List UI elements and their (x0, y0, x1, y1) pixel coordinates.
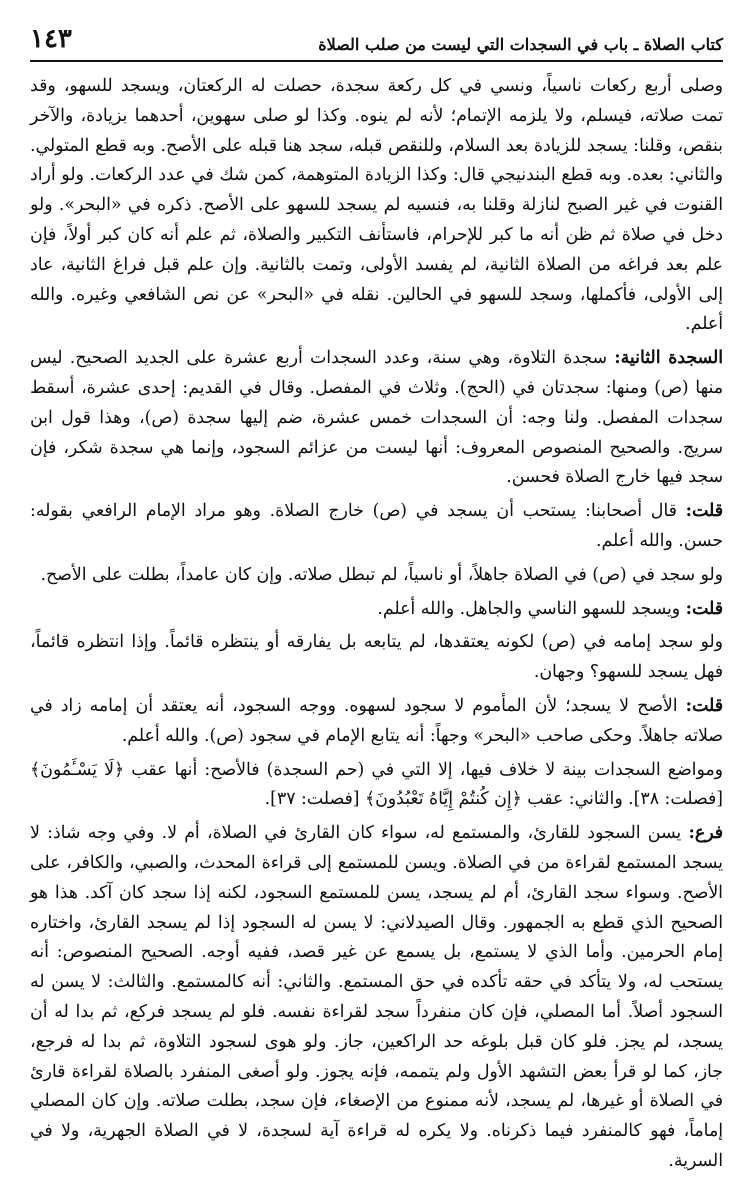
paragraph-6 (30, 628, 723, 688)
body-text (30, 72, 723, 1177)
paragraph-2 (30, 344, 723, 493)
page-number: ١٤٣ (30, 24, 72, 54)
paragraph-text: قال أصحابنا: يستحب أن يسجد في (ص) خارج الصلاة. وهو مراد الإمام الرافعي بقوله: حسن. والله أعلم. (30, 501, 723, 551)
paragraph-1 (30, 72, 723, 340)
paragraph-text: الأصح لا يسجد؛ لأن المأموم لا سجود لسهوه. ووجه السجود، أنه يعتقد أن إمامه زاد في صلاته جاهلاً. وحكى صاحب «البحر» وجهاً: أنه يتابع الإمام في سجود (ص). والله أعلم. (30, 695, 723, 746)
paragraph-9 (30, 819, 723, 1177)
paragraph-7 (30, 692, 723, 752)
paragraph-text: يسن السجود للقارئ، والمستمع له، سواء كان القارئ في الصلاة، أم لا. وفي وجه شاذ: لا يسجد المستمع لقراءة من في الصلاة. ويسن للمستمع إلى قراءة المحدث، والصبي، والكافر، على الأصح. وسواء سجد القارئ، أم لم يسجد، يسن للمستمع السجود، لكنه إذا سجد كان آكد. هذا هو الصحيح الذي قطع به الجمهور. وقال الصيدلاني: لا يسن له السجود إذا لم يسجد القارئ، واختاره إمام الحرمين. وأما الذي لا يستمع، بل يسمع عن غير قصد، ففيه أوجه. الصحيح المنصوص: أنه يستحب له، ولا يتأكد في حقه تأكده في حق المستمع. والثاني: أنه كالمستمع. والثالث: لا يسن له السجود أصلاً. أما المصلي، فإن كان منفرداً سجد لقراءة نفسه. فلو لم يسجد فركع، ثم بدا له أن يسجد، لم يجز. فلو كان قبل بلوغه حد الراكعين، جاز. ولو هوى لسجود التلاوة، ثم بدا له فرجع، جاز، كما لو قرأ بعض التشهد الأول ولم يتممه، فإنه يجوز. ولو أصغى المنفرد بالصلاة لقراءة قارئ في الصلاة أو غيرها، لم يسجد، لأنه ممنوع من الإصغاء، فإن سجد، بطلت صلاته. وإن كان المصلي إماماً، فهو كالمنفرد فيما ذكرناه. ولا يكره له قراءة آية لسجدة، لا في الصلاة الجهرية، ولا في السرية. (30, 823, 723, 1171)
paragraph-lead: قلت: (685, 695, 724, 716)
paragraph-lead: قلت: (685, 598, 723, 619)
paragraph-text: سجدة التلاوة، وهي سنة، وعدد السجدات أربع عشرة على الجديد الصحيح. ليس منها (ص) ومنها: سجدتان في (الحج). وثلاث في المفصل. وقال في القديم: إحدى عشرة، أسقط سجدات المفصل. ولنا وجه: أن السجدات خمس عشرة، ضم إليها سجدة (ص)، وهذا قول ابن سريج. والصحيح المنصوص المعروف: أنها ليست من عزائم السجود، وإنما هي سجدة شكر، فإن سجد فيها خارج الصلاة فحسن. (30, 348, 723, 488)
running-head: كتاب الصلاة ـ باب في السجدات التي ليست من صلب الصلاة (318, 35, 723, 54)
paragraph-text: ومواضع السجدات بينة لا خلاف فيها، إلا التي في (حم السجدة) فالأصح: أنها عقب ﴿لَا يَسْـَٔمُونَ﴾ [فصلت: ٣٨]. والثاني: عقب ﴿إِن كُنتُمْ إِيَّاهُ تَعْبُدُونَ﴾ [فصلت: ٣٧]. (30, 759, 723, 810)
paragraph-5 (30, 595, 723, 625)
paragraph-3 (30, 497, 723, 557)
paragraph-lead: السجدة الثانية: (614, 348, 724, 369)
paragraph-text: ولو سجد في (ص) في الصلاة جاهلاً، أو ناسياً، لم تبطل صلاته. وإن كان عامداً، بطلت على الأصح. (40, 564, 723, 585)
paragraph-lead: فرع: (688, 823, 723, 844)
paragraph-8 (30, 756, 723, 816)
paragraph-text: ولو سجد إمامه في (ص) لكونه يعتقدها، لم يتابعه بل يفارقه أو ينتظره قائماً. وإذا انتظره قائماً، فهل يسجد للسهو؟ وجهان. (30, 632, 723, 683)
paragraph-lead: قلت: (685, 501, 723, 522)
paragraph-text: وصلى أربع ركعات ناسياً، ونسي في كل ركعة سجدة، حصلت له الركعتان، ويسجد للسهو، وقد تمت صلاته، فيسلم، ولا يلزمه الإتمام؛ لأنه لم ينوه. وكذا لو صلى سهوين، أحدهما بزيادة، والآخر بنقص، وقلنا: يسجد للزيادة بعد السلام، وللنقص قبله، سجد هنا قبله على الأصح. وبه قطع المتولي. والثاني: بعده. وبه قطع البندنيجي قال: وكذا الزيادة المتوهمة، كمن شك في عدد الركعات. ولو أراد القنوت في غير الصبح لنازلة وقلنا به، فنسيه لم يسجد للسهو على الأصح. ذكره في «البحر». ولو دخل في صلاة ثم ظن أنه ما كبر للإحرام، فاستأنف التكبير والصلاة، ثم علم أنه كان كبر أولاً، فإن علم بعد فراغه من الصلاة الثانية، لم يفسد الأولى، وتمت بالثانية. وإن علم قبل فراغ الثانية، عاد إلى الأولى، فأكملها، وسجد للسهو في الحالين. نقله في «البحر» عن نص الشافعي وغيره. والله أعلم. (30, 76, 723, 335)
paragraph-text: ويسجد للسهو الناسي والجاهل. والله أعلم. (377, 598, 681, 619)
page-header (30, 24, 723, 62)
paragraph-4 (30, 561, 723, 591)
